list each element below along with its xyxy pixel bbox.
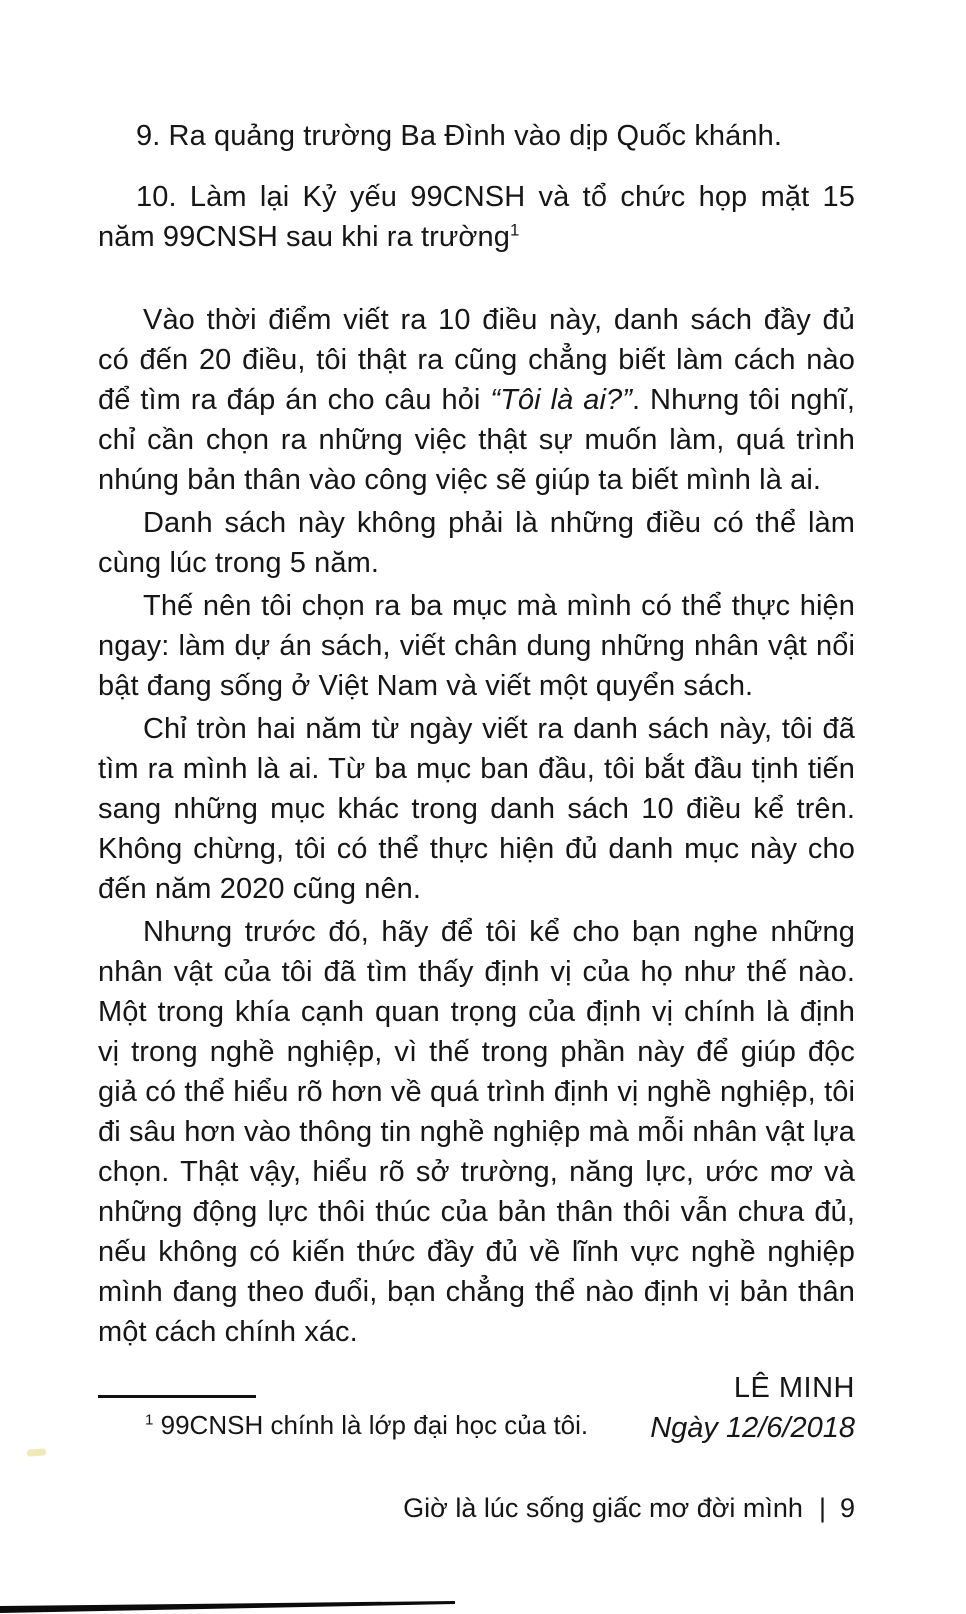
paragraph-1	[98, 300, 855, 500]
list-item-9	[98, 116, 855, 156]
author-name: LÊ MINH	[733, 1372, 855, 1404]
footer-separator: |	[818, 1493, 826, 1523]
paragraph-3	[98, 586, 855, 706]
paragraph-1-italic-quote: “Tôi là ai?”	[490, 384, 633, 416]
paragraph-4	[98, 709, 855, 909]
footnote-number: 1	[145, 1411, 154, 1429]
running-title: Giờ là lúc sống giấc mơ đời mình	[403, 1493, 803, 1523]
scan-artifact-bar	[0, 1599, 470, 1614]
footnote	[98, 1407, 855, 1443]
footnote-divider-rule	[98, 1395, 256, 1398]
scan-artifact-yellow-mark	[27, 1448, 46, 1456]
page-number: 9	[839, 1493, 855, 1523]
list-item-9-text: 9. Ra quảng trường Ba Đình vào dịp Quốc khánh.	[136, 120, 782, 152]
list-item-10	[98, 177, 855, 257]
page-footer	[98, 1490, 855, 1526]
paragraph-1-text-after: . Nhưng tôi nghĩ, chỉ cần chọn ra những việc thật sự muốn làm, quá trình nhúng bản thân vào công việc sẽ giúp ta biết mình là ai.	[98, 384, 855, 496]
page-text-block	[98, 116, 855, 1448]
list-item-10-text: 10. Làm lại Kỷ yếu 99CNSH và tổ chức họp mặt 15 năm 99CNSH sau khi ra trường	[98, 181, 855, 253]
paragraph-5-text: Nhưng trước đó, hãy để tôi kể cho bạn nghe những nhân vật của tôi đã tìm thấy định vị của họ như thế nào. Một trong khía cạnh quan trọng của định vị chính là định vị trong nghề nghiệp, vì thế trong phần này để giúp độc giả có thể hiểu rõ hơn về quá trình định vị nghề nghiệp, tôi đi sâu hơn vào thông tin nghề nghiệp mà mỗi nhân vật lựa chọn. Thật vậy, hiểu rõ sở trường, năng lực, ước mơ và những động lực thôi thúc của bản thân thôi vẫn chưa đủ, nếu không có kiến thức đầy đủ về lĩnh vực nghề nghiệp mình đang theo đuổi, bạn chẳng thể nào định vị bản thân một cách chính xác.	[98, 916, 855, 1348]
paragraph-2-text: Danh sách này không phải là những điều có thể làm cùng lúc trong 5 năm.	[98, 507, 855, 579]
paragraph-3-text: Thế nên tôi chọn ra ba mục mà mình có thể thực hiện ngay: làm dự án sách, viết chân dung những nhân vật nổi bật đang sống ở Việt Nam và viết một quyển sách.	[98, 590, 855, 702]
paragraph-4-text: Chỉ tròn hai năm từ ngày viết ra danh sách này, tôi đã tìm ra mình là ai. Từ ba mục ban đầu, tôi bắt đầu tịnh tiến sang những mục khác trong danh sách 10 điều kể trên. Không chừng, tôi có thể thực hiện đủ danh mục này cho đến năm 2020 cũng nên.	[98, 713, 855, 905]
footnote-text: 99CNSH chính là lớp đại học của tôi.	[160, 1410, 589, 1440]
paragraph-1-text-before: Vào thời điểm viết ra 10 điều này, danh sách đầy đủ có đến 20 điều, tôi thật ra cũng chẳng biết làm cách nào để tìm ra đáp án cho câu hỏi	[98, 304, 855, 416]
paragraph-5	[98, 912, 855, 1352]
footnote-reference-mark: 1	[509, 220, 520, 240]
paragraph-2	[98, 503, 855, 583]
signature-date: Ngày 12/6/2018	[650, 1412, 855, 1444]
